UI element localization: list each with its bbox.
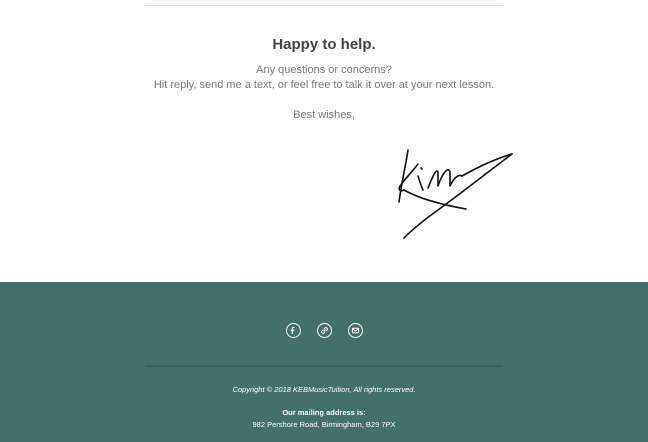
- body-text-line-1: Any questions or concerns?: [256, 64, 392, 76]
- link-icon: [320, 326, 329, 335]
- facebook-icon: [289, 326, 298, 335]
- handwritten-signature: [388, 146, 520, 244]
- copyright-text: Copyright © 2018 KEBMusicTuition, All rights reserved.: [232, 385, 416, 394]
- social-links: [0, 323, 648, 340]
- facebook-link[interactable]: [286, 323, 301, 338]
- footer-divider: [145, 365, 503, 367]
- mailing-address-label: Our mailing address is:: [282, 408, 366, 417]
- section-heading: Happy to help.: [272, 36, 376, 53]
- sign-off: Best wishes,: [293, 109, 355, 121]
- mailing-address: 982 Pershore Road, Birmingham, B29 7PX: [252, 420, 396, 429]
- body-text-line-2: Hit reply, send me a text, or feel free to talk it over at your next lesson.: [153, 79, 495, 91]
- footer: [0, 282, 648, 442]
- mail-icon: [351, 326, 360, 335]
- website-link[interactable]: [317, 323, 332, 338]
- top-divider: [145, 5, 503, 6]
- email-link[interactable]: [348, 323, 363, 338]
